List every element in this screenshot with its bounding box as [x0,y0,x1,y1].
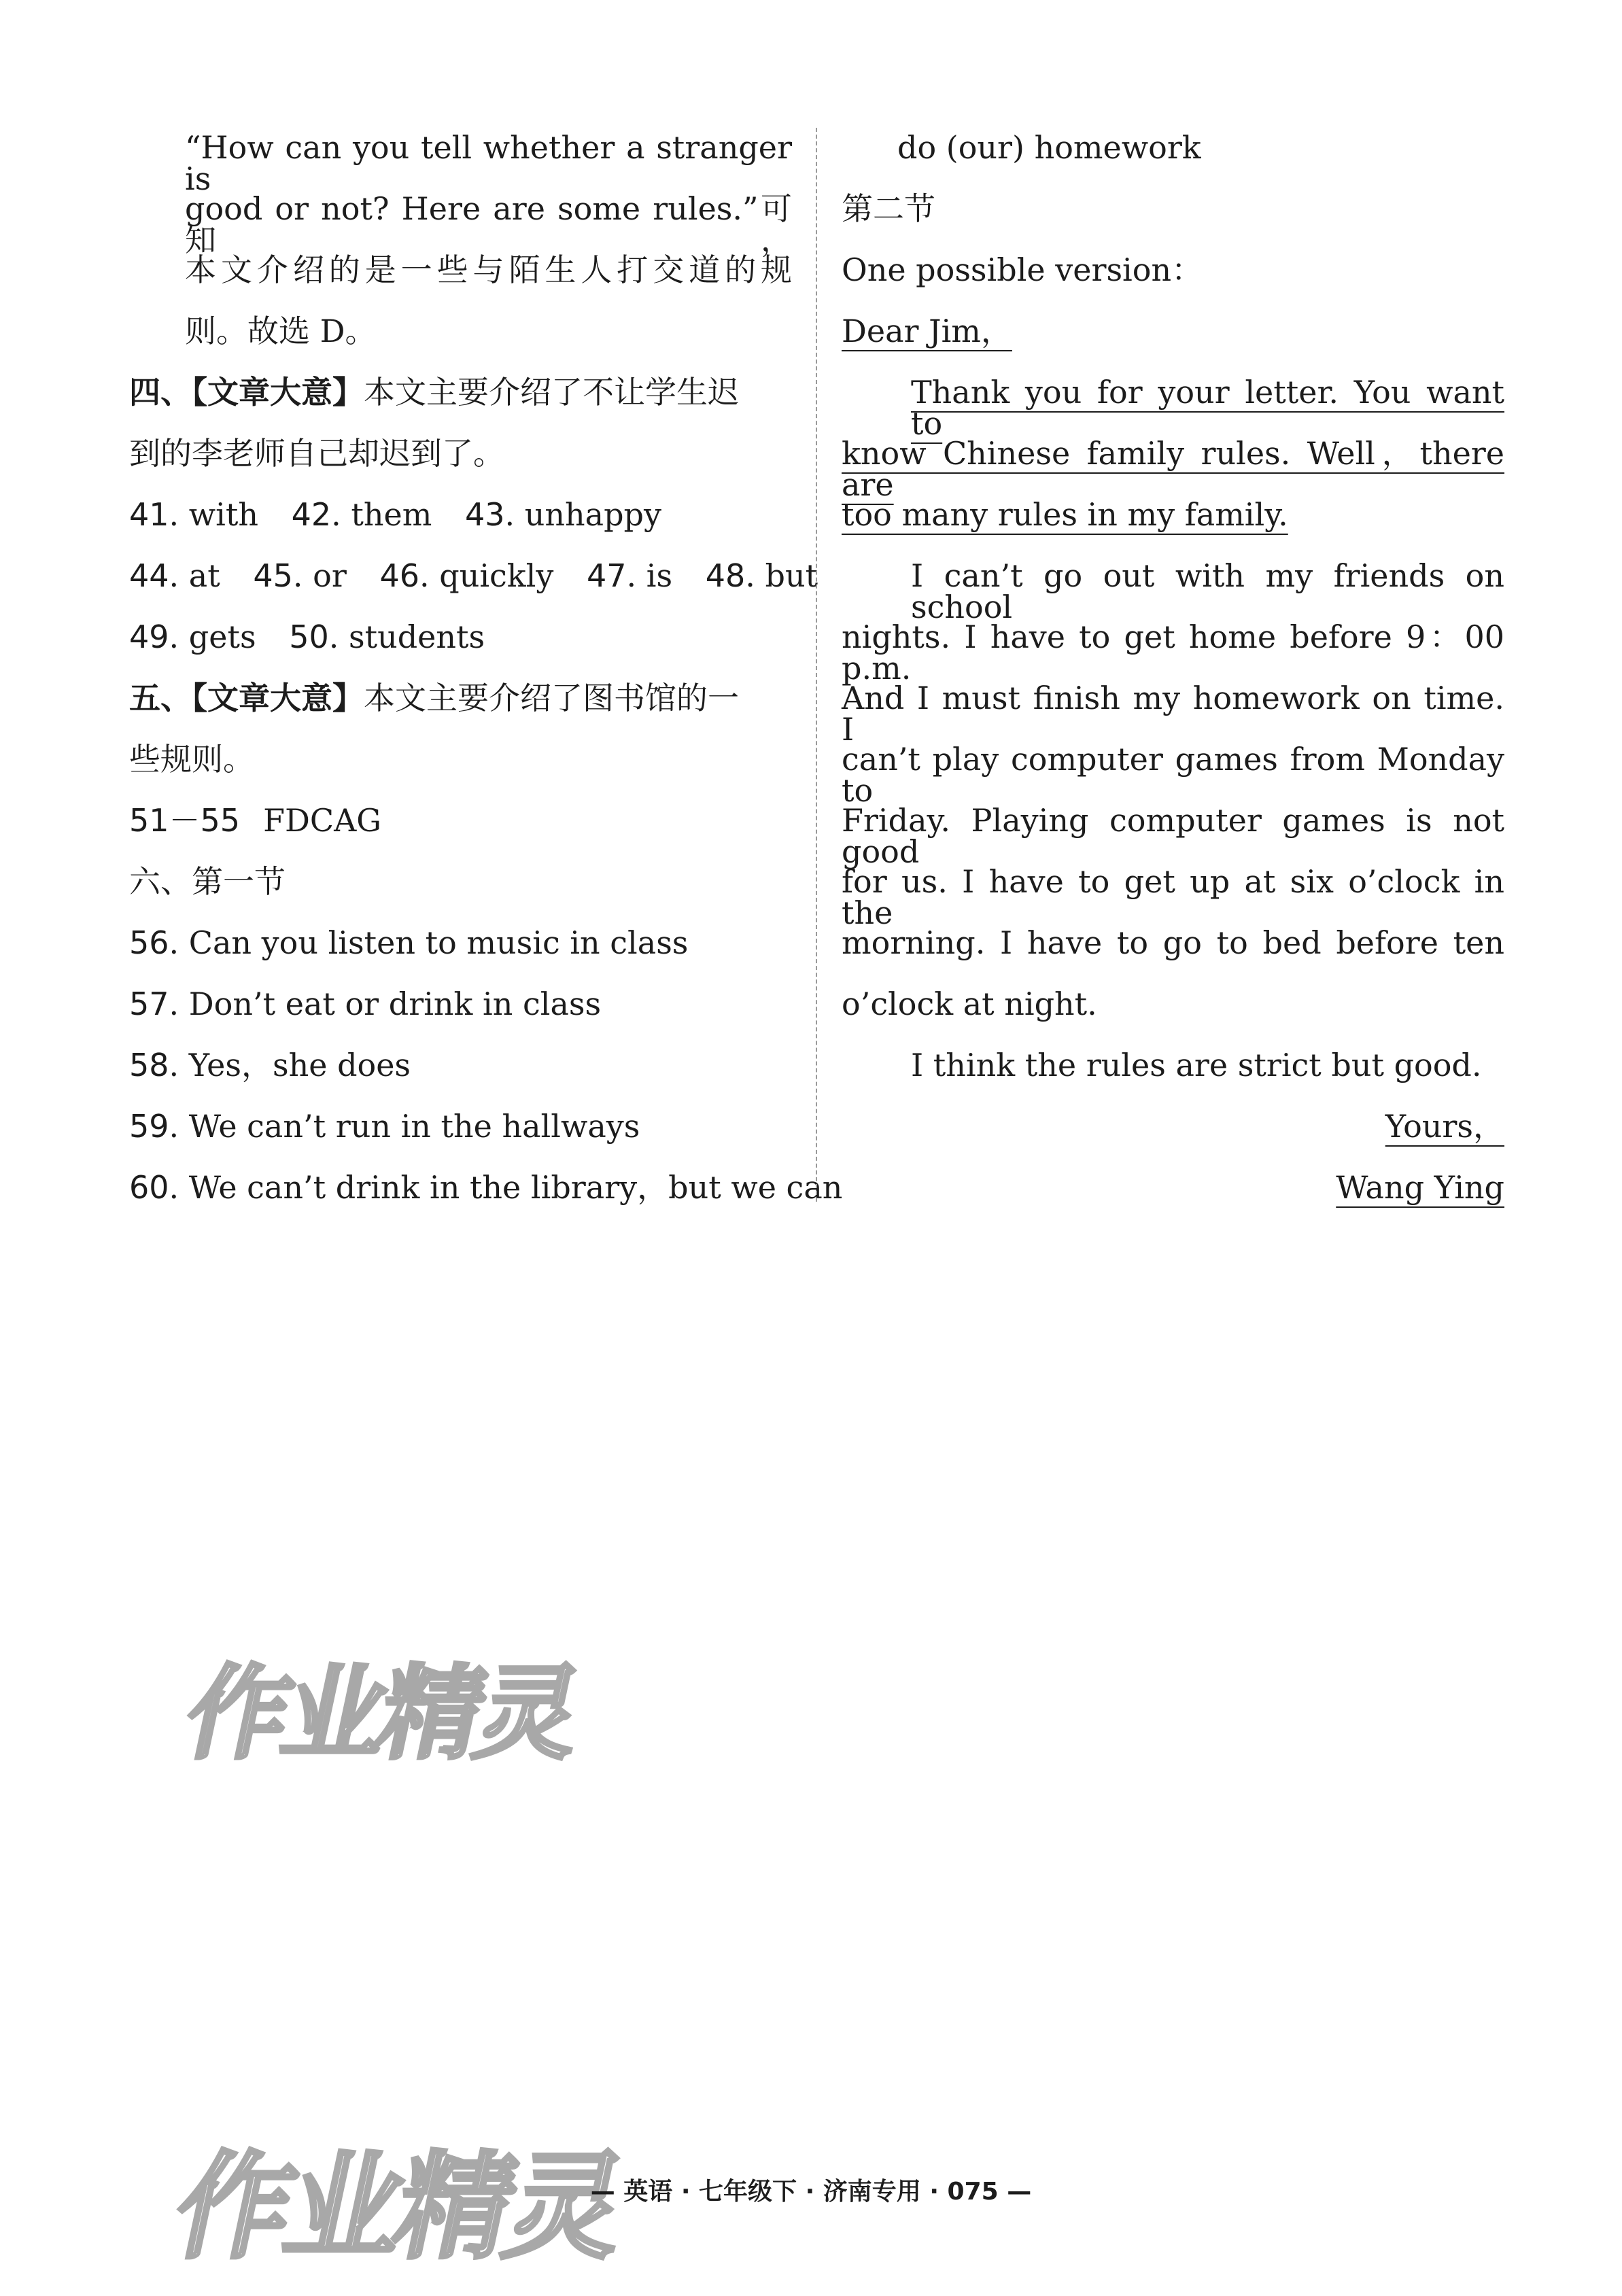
quote-line: 则。故选 D。 [185,313,377,349]
answer-row: 41. with 42. them 43. unhappy [129,496,661,533]
letter-paragraph-2: And I must finish my homework on time. I [842,680,1504,748]
letter-paragraph-2: can’t play computer games from Monday to [842,741,1504,809]
section4-heading: 四、【文章大意】 [129,374,364,411]
answer-row: 44. at 45. or 46. quickly 47. is 48. but [129,557,818,594]
letter-paragraph-1: Thank you for your letter. You want to [911,374,1504,442]
section6-heading: 六、第一节 [129,863,286,900]
section5-summary [129,682,739,714]
column-divider [816,128,817,1202]
answer-row: 49. gets 50. students [129,619,485,655]
letter-paragraph-2: morning. I have to go to bed before ten [842,924,1504,961]
section5-text-cont: 些规则。 [129,741,254,778]
section4-text-cont: 到的李老师自己却迟到了。 [129,435,504,472]
quote-line: “How can you tell whether a stranger is [185,129,792,197]
letter-paragraph-2: for us. I have to get up at six o’clock in the [842,863,1504,931]
section5-text: 本文主要介绍了图书馆的一 [364,680,739,716]
answer-row: 58. Yes，she does [129,1047,411,1083]
watermark-logo: 作业精灵 [163,2140,633,2275]
salutation: Dear Jim， [842,313,1012,349]
answer-row: 57. Don’t eat or drink in class [129,986,602,1022]
answer-row: 51－55 FDCAG [129,802,382,839]
quote-line: good or not? Here are some rules.”可知， [185,190,792,258]
letter-paragraph-2: Friday. Playing computer games is not good [842,802,1504,870]
version-label: One possible version： [842,251,1203,288]
continuation-text: do (our) homework [897,129,1201,166]
answer-row: 56. Can you listen to music in class [129,924,689,961]
letter-paragraph-2: I can’t go out with my friends on school [911,557,1504,625]
page-footer: — 英语 · 七年级下 · 济南专用 · 075 — [590,2178,1032,2206]
letter-paragraph-2: nights. I have to get home before 9：00 p.m. [842,619,1504,686]
section4-text: 本文主要介绍了不让学生迟 [364,374,739,411]
answer-row: 59. We can’t run in the hallways [129,1108,640,1145]
answer-row: 60. We can’t drink in the library，but we can [129,1169,843,1206]
letter-paragraph-3: I think the rules are strict but good. [911,1047,1482,1083]
watermark-logo: 作业精灵 [175,1655,587,1773]
letter-closing: Yours， [1385,1108,1504,1145]
letter-paragraph-1: know Chinese family rules. Well，there are [842,435,1504,503]
letter-signature: Wang Ying [1336,1169,1504,1206]
letter-paragraph-1: too many rules in my family. [842,496,1288,533]
letter-paragraph-2: o’clock at night. [842,986,1097,1022]
section4-summary [129,374,792,411]
section-title: 第二节 [842,190,935,227]
quote-line: 本文介绍的是一些与陌生人打交道的规 [185,251,792,288]
section5-heading: 五、【文章大意】 [129,680,364,716]
